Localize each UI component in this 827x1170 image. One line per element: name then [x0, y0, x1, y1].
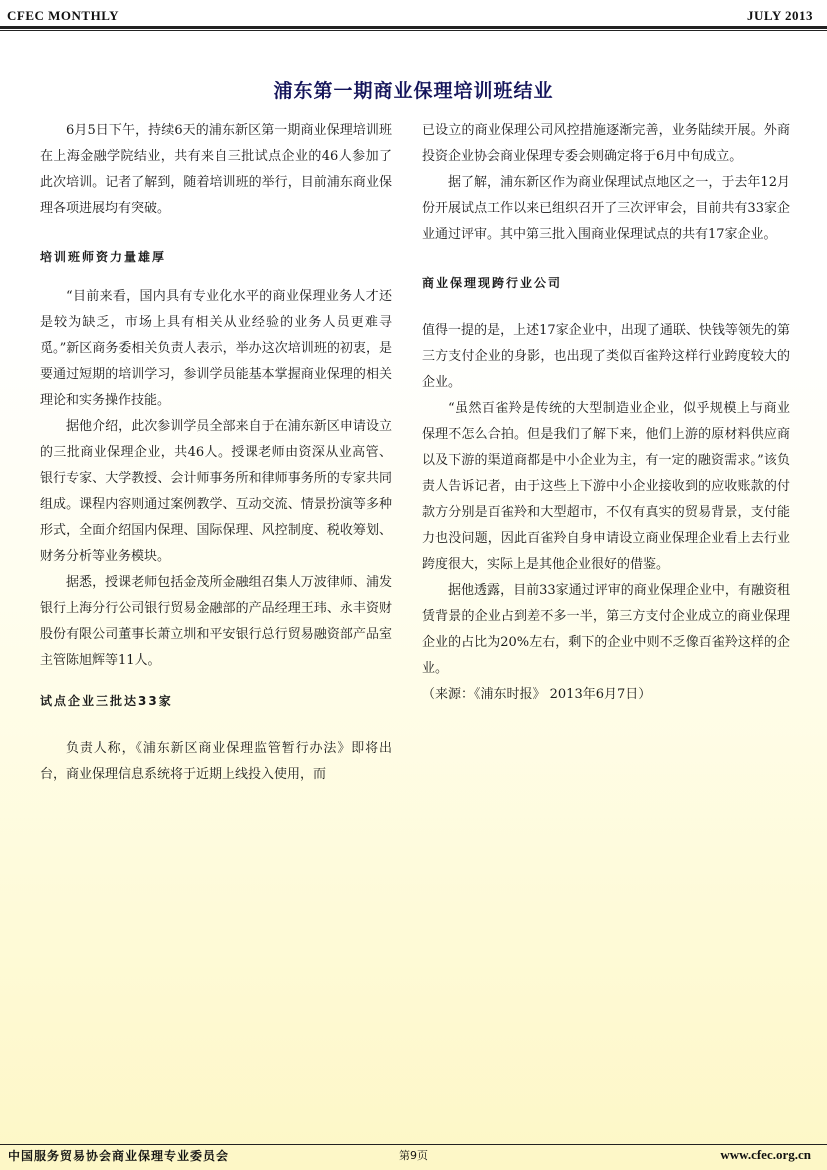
section-heading: 培训班师资力量雄厚 — [40, 250, 167, 264]
left-column — [40, 118, 392, 788]
website-link[interactable]: www.cfec.org.cn — [720, 1147, 811, 1162]
publication-name: CFEC MONTHLY — [7, 8, 120, 23]
article-title: 浦东第一期商业保理培训班结业 — [273, 80, 554, 102]
paragraph: 6月5日下午，持续6天的浦东新区第一期商业保理培训班在上海金融学院结业，共有来自三批试点企业的46人参加了此次培训。记者了解到，随着培训班的举行，目前浦东商业保理各项进展均有突破。 — [40, 123, 392, 216]
paragraph: 据他介绍，此次参训学员全部来自于在浦东新区申请设立的三批商业保理企业，共46人。授课老师由资深从业高管、银行专家、大学教授、会计师事务所和律师事务所的专家共同组成。课程内容则通过案例教学、互动交流、情景扮演等多种形式，全面介绍国内保理、国际保理、风控制度、税收筹划、财务分析等业务模块。 — [40, 419, 392, 564]
paragraph: 值得一提的是，上述17家企业中，出现了通联、快钱等领先的第三方支付企业的身影，也出现了类似百雀羚这样行业跨度较大的企业。 — [422, 323, 790, 390]
paragraph: 负责人称，《浦东新区商业保理监管暂行办法》即将出台，商业保理信息系统将于近期上线投入使用，而 — [40, 741, 392, 782]
paragraph: 已设立的商业保理公司风控措施逐渐完善，业务陆续开展。外商投资企业协会商业保理专委会则确定将于6月中旬成立。 — [422, 123, 790, 164]
paragraph: 据悉，授课老师包括金茂所金融组召集人万波律师、浦发银行上海分行公司银行贸易金融部的产品经理王玮、永丰资财股份有限公司董事长萧立圳和平安银行总行贸易融资部产品室主管陈旭辉等11人。 — [40, 575, 392, 668]
right-column — [422, 118, 790, 708]
organization-name: 中国服务贸易协会商业保理专业委员会 — [8, 1149, 230, 1163]
paragraph: “目前来看，国内具有专业化水平的商业保理业务人才还是较为缺乏，市场上具有相关从业经验的业务人员更难寻觅。”新区商务委相关负责人表示，举办这次培训班的初衷，是要通过短期的培训学习，参训学员能基本掌握商业保理的相关理论和实务操作技能。 — [40, 289, 392, 408]
paragraph: 据了解，浦东新区作为商业保理试点地区之一，于去年12月份开展试点工作以来已组织召开了三次评审会，目前共有33家企业通过评审。其中第三批入围商业保理试点的共有17家企业。 — [422, 175, 790, 242]
paragraph: “虽然百雀羚是传统的大型制造业企业，似乎规模上与商业保理不怎么合拍。但是我们了解下来，他们上游的原材料供应商以及下游的渠道商都是中小企业为主，有一定的融资需求。”该负责人告诉记者，由于这些上下游中小企业接收到的应收账款的付款方分别是百雀羚和大型超市，不仅有真实的贸易背景，支付能力也没问题，因此百雀羚自身申请设立商业保理企业看上去行业跨度很大，实际上是其他企业很好的借鉴。 — [422, 401, 790, 572]
article-source: （来源：《浦东时报》 2013年6月7日） — [422, 687, 652, 702]
page-header — [0, 0, 827, 34]
issue-date: JULY 2013 — [746, 8, 813, 23]
paragraph: 据他透露，目前33家通过评审的商业保理企业中，有融资租赁背景的企业占到差不多一半，第三方支付企业成立的商业保理企业的占比为20%左右，剩下的企业中则不乏像百雀羚这样的企业。 — [422, 583, 790, 676]
section-heading: 商业保理现跨行业公司 — [422, 276, 563, 290]
footer-rule — [0, 1144, 827, 1145]
section-heading: 试点企业三批达33家 — [40, 694, 173, 708]
page-number: 第9页 — [399, 1149, 428, 1162]
page-footer — [0, 1144, 827, 1168]
header-rule — [0, 26, 827, 31]
